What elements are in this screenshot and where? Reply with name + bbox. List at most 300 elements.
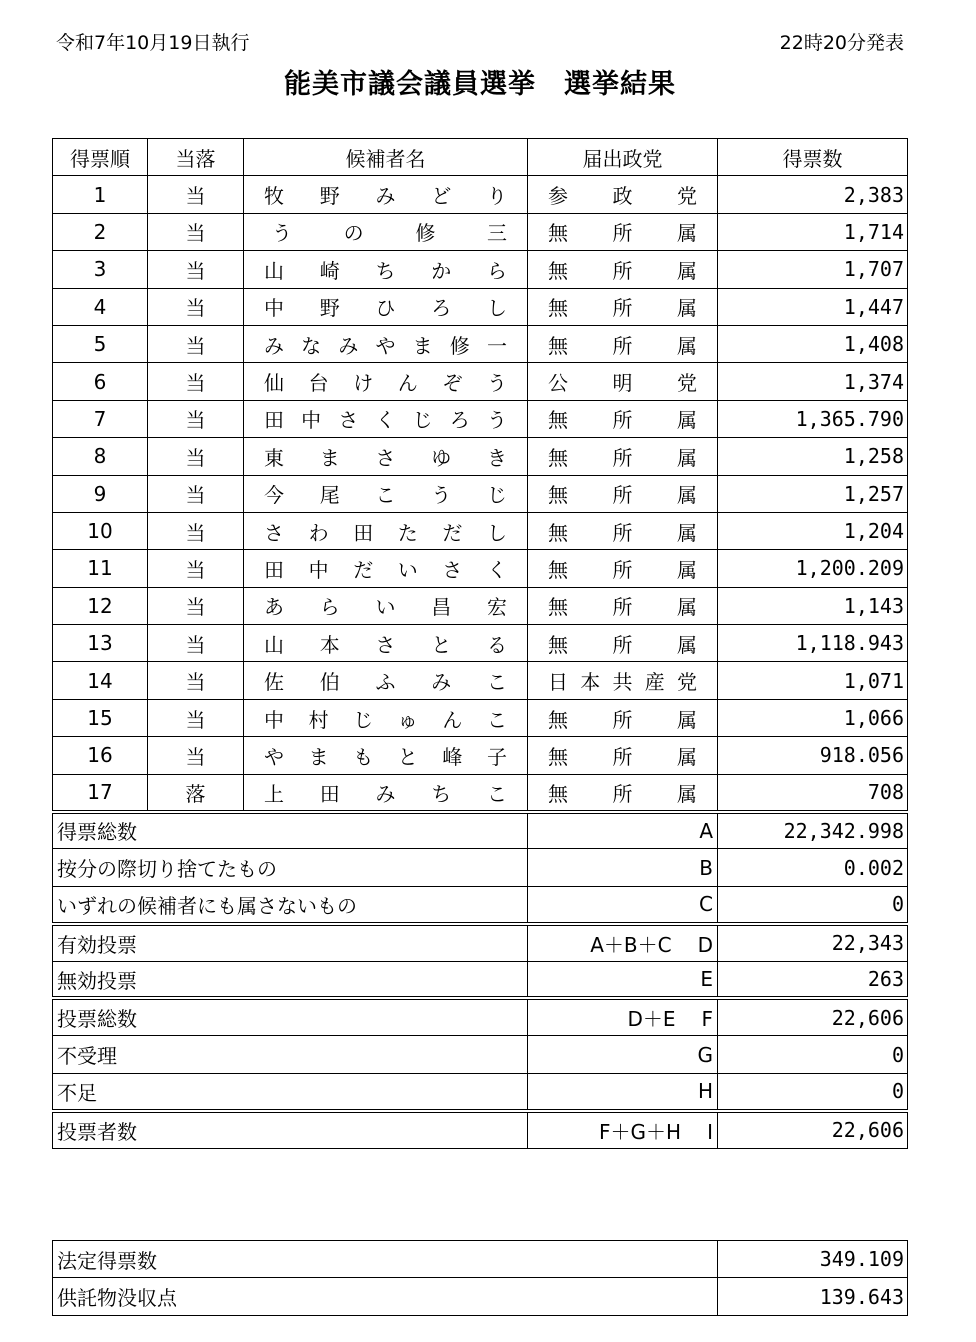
candidate-name	[244, 704, 527, 733]
party-char: 無	[548, 221, 568, 246]
summary-code: F	[701, 1007, 713, 1032]
party-cell	[528, 438, 718, 475]
name-char: 三	[486, 221, 507, 246]
votes-cell: 1,200.209	[718, 550, 908, 587]
name-char: わ	[308, 520, 329, 545]
name-char: 田	[353, 520, 374, 545]
name-char: 村	[308, 707, 329, 732]
party-char: 明	[612, 371, 633, 396]
name-char: 本	[319, 632, 340, 657]
threshold-label: 法定得票数	[53, 1241, 718, 1278]
table-row	[53, 251, 908, 288]
rank-cell: 1	[53, 176, 148, 213]
threshold-label: 供託物没収点	[53, 1278, 718, 1315]
party-char: 無	[548, 520, 568, 545]
candidate-name	[244, 741, 527, 770]
name-char: 尾	[319, 483, 340, 508]
candidate-name-cell	[244, 213, 528, 250]
party-char: 無	[548, 744, 568, 769]
name-char: 崎	[319, 258, 340, 283]
summary-value: 263	[718, 961, 908, 998]
party-char: 党	[677, 184, 697, 209]
table-row	[53, 662, 908, 699]
candidate-name	[244, 591, 527, 620]
party-char: 属	[677, 707, 697, 732]
party-char: 所	[612, 632, 633, 657]
votes-cell: 1,707	[718, 251, 908, 288]
candidate-rows	[53, 176, 908, 812]
name-char: き	[487, 445, 507, 470]
name-char: ぞ	[442, 371, 463, 396]
result-cell: 当	[148, 213, 244, 250]
summary-rows	[53, 812, 908, 1149]
results-table	[52, 138, 908, 1149]
col-header-party: 届出政党	[528, 139, 718, 176]
summary-label: 不足	[53, 1073, 528, 1110]
name-char: 田	[264, 408, 284, 433]
table-row	[53, 475, 908, 512]
name-char: る	[487, 632, 507, 657]
name-char: ら	[487, 258, 507, 283]
summary-code: H	[697, 1079, 713, 1104]
name-char: 上	[264, 781, 284, 806]
candidate-name	[244, 778, 527, 807]
name-char: 中	[301, 408, 322, 433]
candidate-name-cell	[244, 699, 528, 736]
name-char: こ	[487, 781, 507, 806]
name-char: み	[375, 781, 396, 806]
summary-formula: A＋B＋C	[590, 932, 672, 957]
party-char: 属	[677, 221, 697, 246]
table-header-row	[53, 139, 908, 176]
result-cell: 当	[148, 587, 244, 624]
party-cell	[528, 512, 718, 549]
name-char: 山	[264, 632, 284, 657]
name-char: う	[486, 371, 507, 396]
party-char: 属	[677, 333, 697, 358]
name-char: ゅ	[397, 707, 418, 732]
name-char: 佐	[264, 670, 284, 695]
party-cell	[528, 737, 718, 774]
party-name	[528, 778, 717, 807]
name-char: や	[375, 333, 396, 358]
party-name	[528, 554, 717, 583]
candidate-name-cell	[244, 325, 528, 362]
col-header-result: 当落	[148, 139, 244, 176]
summary-value: 22,343	[718, 924, 908, 961]
party-char: 無	[548, 333, 568, 358]
candidate-name	[244, 292, 527, 321]
votes-cell: 1,118.943	[718, 625, 908, 662]
name-char: う	[431, 483, 452, 508]
party-char: 無	[548, 781, 568, 806]
votes-cell: 1,071	[718, 662, 908, 699]
result-cell: 当	[148, 400, 244, 437]
name-char: な	[301, 333, 322, 358]
votes-cell: 1,447	[718, 288, 908, 325]
threshold-value: 139.643	[718, 1278, 908, 1315]
summary-row	[53, 998, 908, 1035]
name-char: ゆ	[431, 445, 452, 470]
party-char: 無	[548, 557, 568, 582]
candidate-name	[244, 255, 527, 284]
party-name	[528, 704, 717, 733]
party-char: 無	[548, 258, 568, 283]
name-char: う	[272, 221, 292, 246]
party-char: 政	[612, 184, 633, 209]
party-char: 所	[612, 483, 633, 508]
name-char: い	[375, 595, 396, 620]
table-row	[53, 550, 908, 587]
summary-label: 投票総数	[53, 998, 528, 1035]
party-name	[528, 330, 717, 359]
threshold-value: 349.109	[718, 1241, 908, 1278]
party-cell	[528, 699, 718, 736]
candidate-name	[244, 217, 527, 246]
result-cell: 当	[148, 737, 244, 774]
votes-cell: 1,365.790	[718, 400, 908, 437]
name-char: 山	[264, 258, 284, 283]
summary-formula-cell	[528, 886, 718, 923]
summary-value: 0	[718, 886, 908, 923]
party-cell	[528, 213, 718, 250]
party-cell	[528, 774, 718, 811]
name-char: こ	[375, 483, 396, 508]
name-char: た	[397, 520, 418, 545]
party-cell	[528, 625, 718, 662]
name-char: さ	[442, 557, 463, 582]
summary-code: E	[700, 967, 713, 992]
candidate-name	[244, 629, 527, 658]
summary-row	[53, 961, 908, 998]
party-char: 属	[677, 445, 697, 470]
table-row	[53, 699, 908, 736]
name-char: 伯	[319, 670, 340, 695]
party-name	[528, 591, 717, 620]
votes-cell: 1,408	[718, 325, 908, 362]
name-char: 今	[264, 483, 284, 508]
name-char: み	[431, 670, 452, 695]
party-char: 属	[677, 520, 697, 545]
name-char: 中	[264, 707, 284, 732]
summary-row	[53, 1111, 908, 1148]
summary-formula-cell	[528, 849, 718, 886]
summary-row	[53, 1036, 908, 1073]
party-char: 所	[612, 258, 633, 283]
party-char: 本	[580, 670, 601, 695]
candidate-name-cell	[244, 363, 528, 400]
summary-label: 不受理	[53, 1036, 528, 1073]
name-char: ろ	[431, 296, 452, 321]
party-name	[528, 367, 717, 396]
rank-cell: 6	[53, 363, 148, 400]
party-name	[528, 517, 717, 546]
party-char: 属	[677, 632, 697, 657]
party-char: 所	[612, 445, 633, 470]
party-cell	[528, 288, 718, 325]
votes-cell: 1,374	[718, 363, 908, 400]
candidate-name-cell	[244, 176, 528, 213]
party-char: 所	[612, 296, 633, 321]
candidate-name-cell	[244, 400, 528, 437]
candidate-name-cell	[244, 512, 528, 549]
votes-cell: 1,258	[718, 438, 908, 475]
name-char: 田	[319, 781, 340, 806]
party-cell	[528, 662, 718, 699]
summary-row	[53, 924, 908, 961]
name-char: く	[486, 557, 507, 582]
rank-cell: 15	[53, 699, 148, 736]
result-cell: 当	[148, 512, 244, 549]
rank-cell: 7	[53, 400, 148, 437]
summary-label: 投票者数	[53, 1111, 528, 1148]
summary-formula-cell	[528, 924, 718, 961]
party-char: 所	[612, 557, 633, 582]
votes-cell: 918.056	[718, 737, 908, 774]
summary-code: I	[707, 1119, 713, 1144]
page-title: 能美市議会議員選挙 選挙結果	[284, 69, 676, 100]
party-cell	[528, 475, 718, 512]
name-char: 中	[264, 296, 284, 321]
name-char: ん	[397, 371, 418, 396]
party-name	[528, 629, 717, 658]
party-char: 属	[677, 595, 697, 620]
name-char: じ	[412, 408, 433, 433]
name-char: 牧	[264, 184, 284, 209]
table-row	[53, 512, 908, 549]
name-char: か	[431, 258, 452, 283]
name-char: 東	[264, 445, 284, 470]
result-cell: 当	[148, 625, 244, 662]
party-name	[528, 741, 717, 770]
party-char: 無	[548, 632, 568, 657]
name-char: の	[343, 221, 364, 246]
summary-value: 0	[718, 1036, 908, 1073]
threshold-row	[53, 1241, 908, 1278]
party-char: 属	[677, 557, 697, 582]
party-cell	[528, 176, 718, 213]
election-date: 令和7年10月19日執行	[56, 32, 250, 54]
rank-cell: 8	[53, 438, 148, 475]
candidate-name	[244, 404, 527, 433]
name-char: 一	[486, 333, 507, 358]
rank-cell: 9	[53, 475, 148, 512]
table-row	[53, 625, 908, 662]
summary-value: 22,342.998	[718, 812, 908, 849]
table-row	[53, 176, 908, 213]
name-char: 中	[308, 557, 329, 582]
table-row	[53, 363, 908, 400]
candidate-name	[244, 367, 527, 396]
party-cell	[528, 251, 718, 288]
table-row	[53, 774, 908, 811]
summary-label: 按分の際切り捨てたもの	[53, 849, 528, 886]
votes-cell: 1,714	[718, 213, 908, 250]
name-char: し	[486, 520, 507, 545]
name-char: 峰	[442, 744, 463, 769]
name-char: だ	[442, 520, 463, 545]
party-cell	[528, 363, 718, 400]
party-name	[528, 180, 717, 209]
name-char: さ	[264, 520, 284, 545]
name-char: み	[375, 184, 396, 209]
candidate-name-cell	[244, 774, 528, 811]
summary-value: 0.002	[718, 849, 908, 886]
summary-row	[53, 849, 908, 886]
party-name	[528, 404, 717, 433]
party-cell	[528, 587, 718, 624]
candidate-name	[244, 442, 527, 471]
candidate-name-cell	[244, 251, 528, 288]
name-char: み	[264, 333, 284, 358]
name-char: 野	[319, 296, 340, 321]
name-char: 仙	[264, 371, 284, 396]
summary-value: 0	[718, 1073, 908, 1110]
name-char: ひ	[375, 296, 396, 321]
threshold-row	[53, 1278, 908, 1315]
name-char: 修	[415, 221, 436, 246]
summary-formula-cell	[528, 1073, 718, 1110]
summary-formula-cell	[528, 1111, 718, 1148]
summary-row	[53, 886, 908, 923]
rank-cell: 10	[53, 512, 148, 549]
name-char: ろ	[449, 408, 470, 433]
party-char: 所	[612, 781, 633, 806]
summary-value: 22,606	[718, 1111, 908, 1148]
candidate-name-cell	[244, 288, 528, 325]
party-char: 所	[612, 221, 633, 246]
party-char: 党	[677, 670, 697, 695]
candidate-name	[244, 180, 527, 209]
name-char: も	[353, 744, 374, 769]
result-cell: 当	[148, 288, 244, 325]
table-row	[53, 400, 908, 437]
party-char: 所	[612, 707, 633, 732]
name-char: さ	[375, 632, 396, 657]
party-name	[528, 666, 717, 695]
summary-label: いずれの候補者にも属さないもの	[53, 886, 528, 923]
col-header-rank: 得票順	[53, 139, 148, 176]
party-char: 属	[677, 296, 697, 321]
party-char: 党	[677, 371, 697, 396]
name-char: こ	[487, 670, 507, 695]
party-char: 属	[677, 744, 697, 769]
party-char: 所	[612, 744, 633, 769]
party-char: 参	[548, 184, 568, 209]
name-char: み	[338, 333, 359, 358]
name-char: や	[264, 744, 284, 769]
announcement-time: 22時20分発表	[779, 32, 904, 54]
rank-cell: 5	[53, 325, 148, 362]
party-char: 無	[548, 296, 568, 321]
name-char: い	[397, 557, 418, 582]
name-char: ま	[412, 333, 433, 358]
name-char: ち	[375, 258, 396, 283]
name-char: ら	[319, 595, 340, 620]
rank-cell: 12	[53, 587, 148, 624]
party-char: 所	[612, 408, 633, 433]
name-char: じ	[353, 707, 374, 732]
name-char: ち	[431, 781, 452, 806]
party-name	[528, 479, 717, 508]
party-char: 無	[548, 445, 568, 470]
name-char: く	[375, 408, 396, 433]
votes-cell: 2,383	[718, 176, 908, 213]
candidate-name-cell	[244, 587, 528, 624]
summary-formula-cell	[528, 961, 718, 998]
name-char: ふ	[375, 670, 396, 695]
candidate-name-cell	[244, 737, 528, 774]
party-char: 無	[548, 707, 568, 732]
party-char: 属	[677, 258, 697, 283]
table-row	[53, 213, 908, 250]
result-cell: 当	[148, 475, 244, 512]
result-cell: 当	[148, 662, 244, 699]
party-char: 公	[548, 371, 568, 396]
candidate-name-cell	[244, 550, 528, 587]
party-char: 所	[612, 595, 633, 620]
result-cell: 当	[148, 438, 244, 475]
name-char: ど	[431, 184, 452, 209]
candidate-name-cell	[244, 662, 528, 699]
votes-cell: 708	[718, 774, 908, 811]
name-char: ま	[308, 744, 329, 769]
name-char: り	[487, 184, 507, 209]
votes-cell: 1,257	[718, 475, 908, 512]
votes-cell: 1,204	[718, 512, 908, 549]
name-char: と	[397, 744, 418, 769]
summary-row	[53, 812, 908, 849]
party-char: 無	[548, 483, 568, 508]
candidate-name	[244, 554, 527, 583]
party-char: 日	[548, 670, 568, 695]
party-char: 属	[677, 483, 697, 508]
result-cell: 当	[148, 363, 244, 400]
party-name	[528, 255, 717, 284]
rank-cell: 13	[53, 625, 148, 662]
summary-row	[53, 1073, 908, 1110]
name-char: と	[431, 632, 452, 657]
name-char: ん	[442, 707, 463, 732]
name-char: 昌	[431, 595, 452, 620]
summary-formula: F＋G＋H	[599, 1119, 682, 1144]
result-cell: 当	[148, 325, 244, 362]
party-char: 所	[612, 520, 633, 545]
table-row	[53, 288, 908, 325]
summary-formula: D＋E	[627, 1007, 676, 1032]
rank-cell: 16	[53, 737, 148, 774]
result-cell: 当	[148, 699, 244, 736]
table-row	[53, 737, 908, 774]
summary-code: A	[699, 818, 713, 843]
candidate-name-cell	[244, 625, 528, 662]
result-cell: 当	[148, 251, 244, 288]
summary-formula-cell	[528, 812, 718, 849]
summary-formula-cell	[528, 998, 718, 1035]
name-char: あ	[264, 595, 284, 620]
summary-code: G	[697, 1042, 713, 1067]
name-char: こ	[486, 707, 507, 732]
summary-code: B	[699, 855, 713, 880]
rank-cell: 11	[53, 550, 148, 587]
summary-label: 無効投票	[53, 961, 528, 998]
name-char: じ	[487, 483, 507, 508]
name-char: ま	[319, 445, 340, 470]
name-char: 宏	[487, 595, 507, 620]
candidate-name	[244, 517, 527, 546]
name-char: 野	[319, 184, 340, 209]
summary-formula-cell	[528, 1036, 718, 1073]
